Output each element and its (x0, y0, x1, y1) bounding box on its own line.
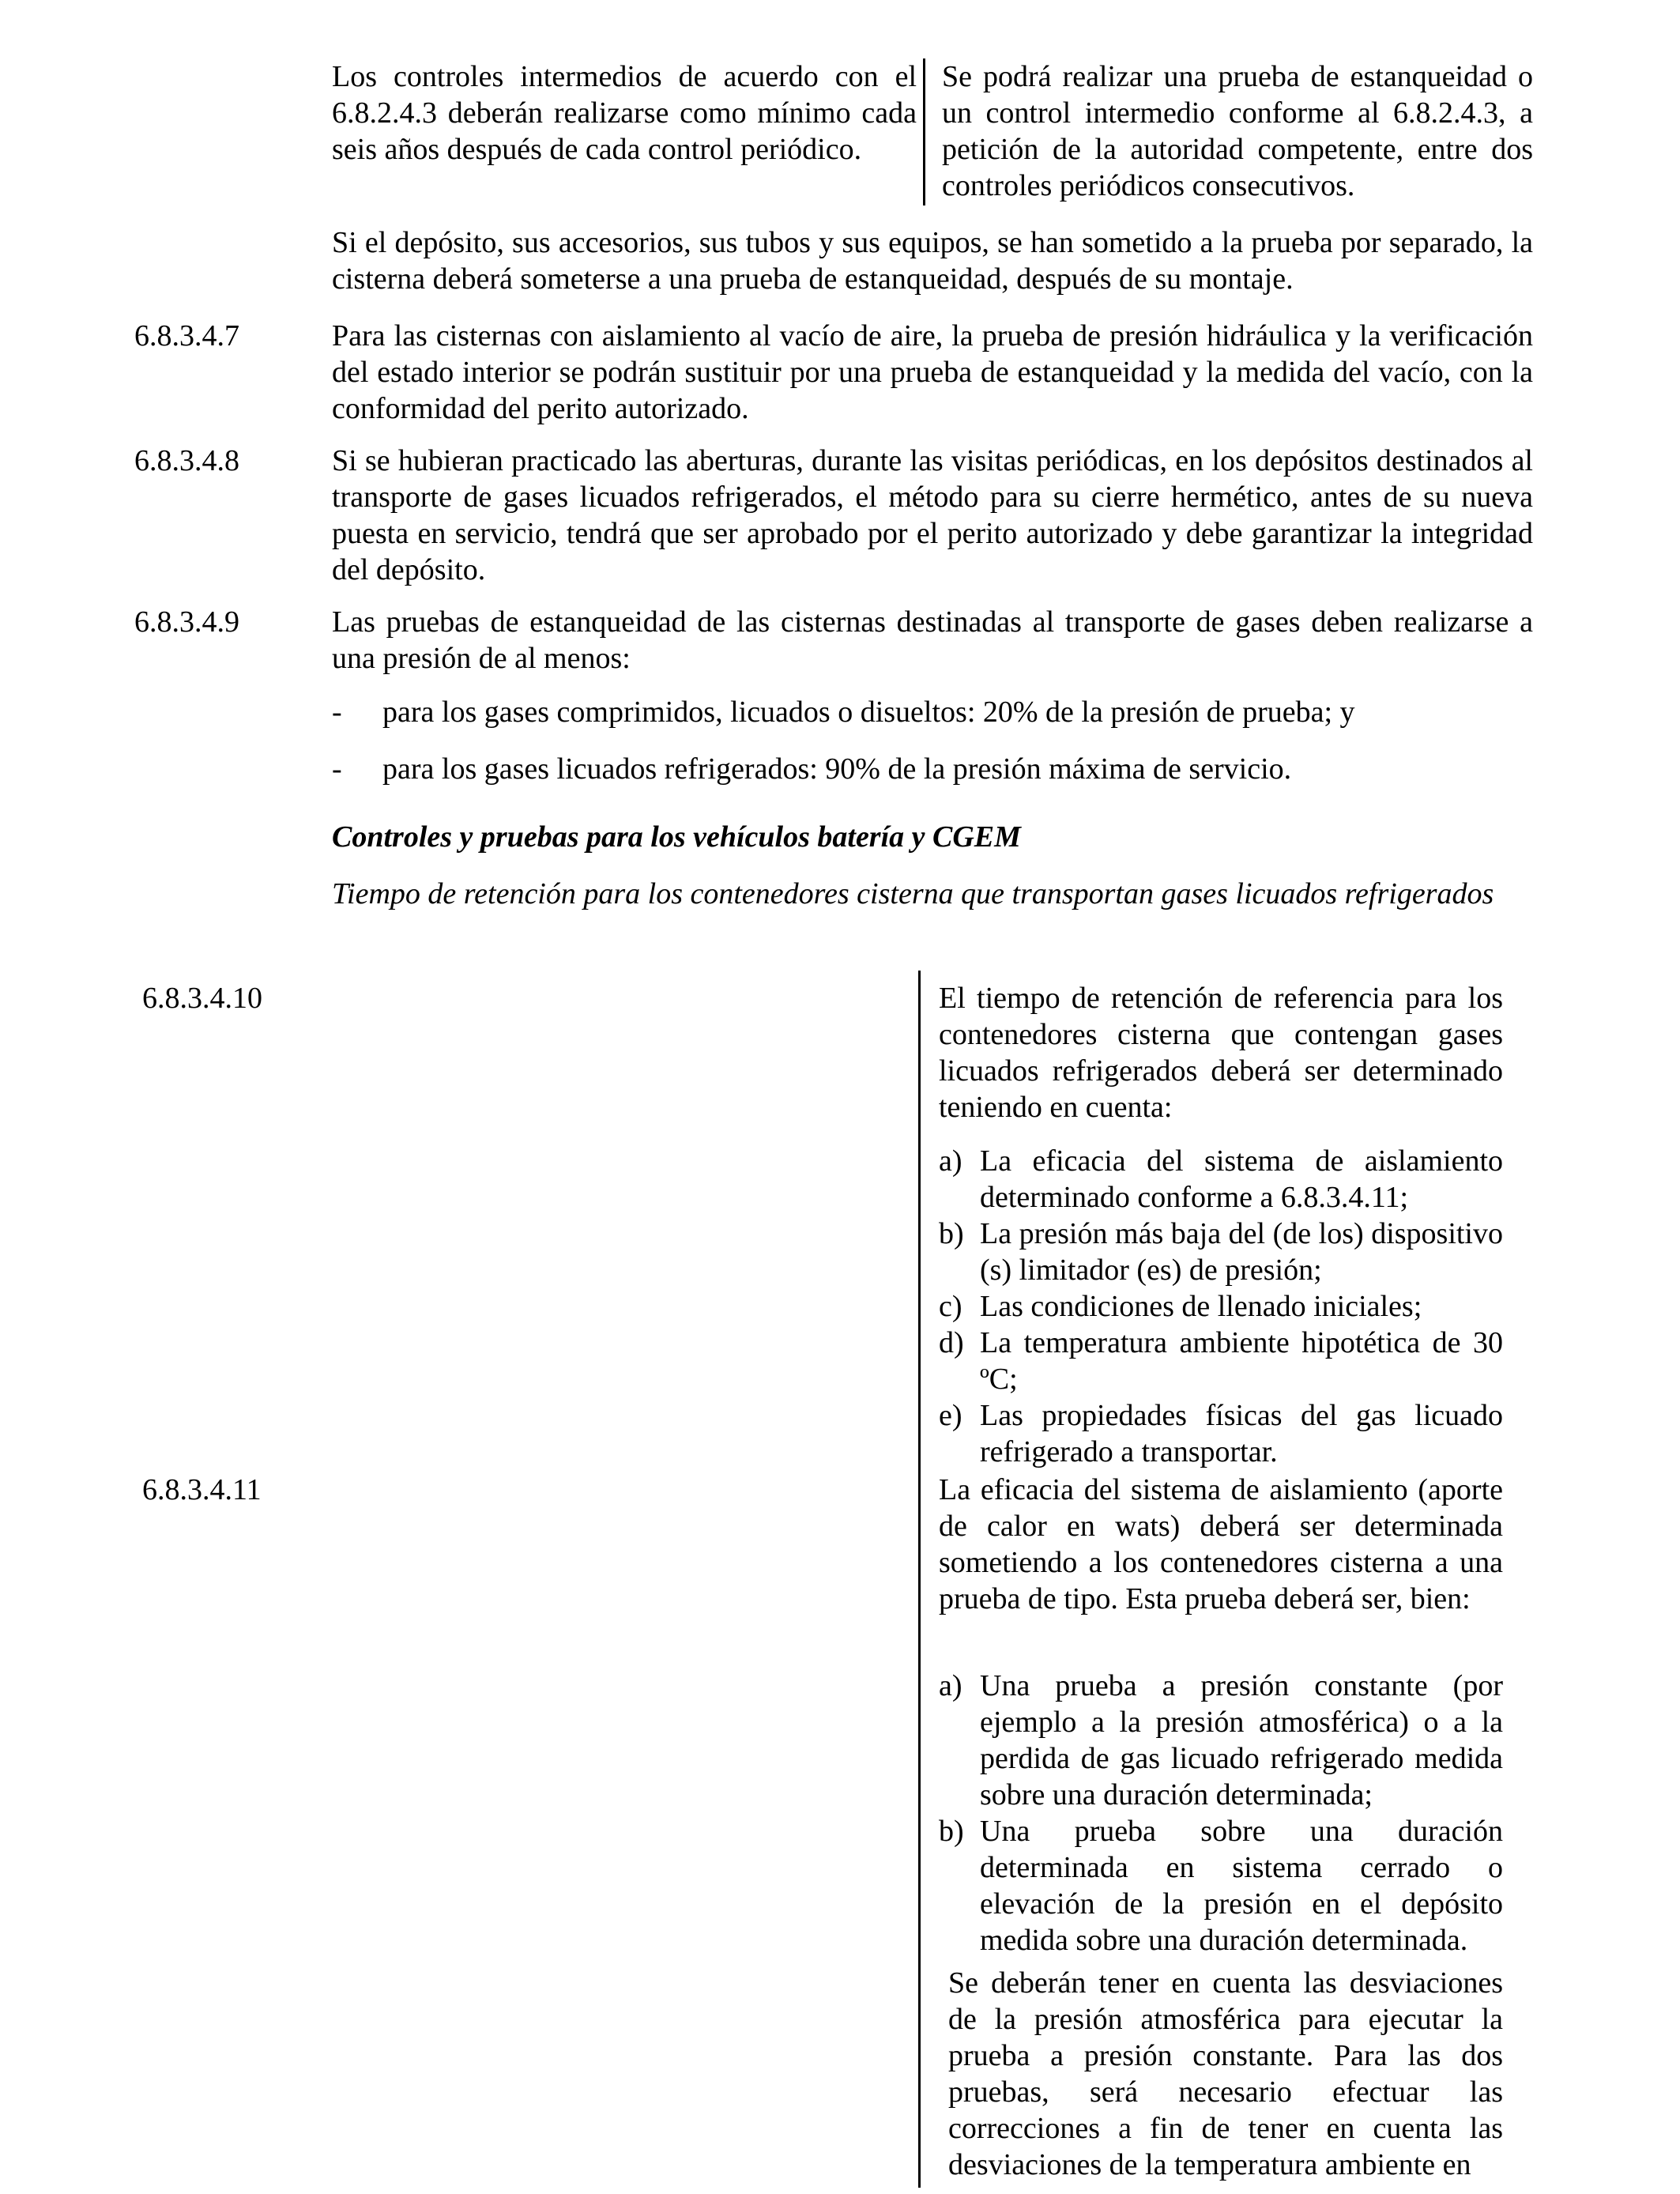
column-divider-top (923, 58, 925, 205)
section-heading-bold: Controles y pruebas para los vehículos batería y CGEM (332, 820, 1021, 854)
list-item-text: La temperatura ambiente hipotética de 30 ºC; (980, 1326, 1503, 1396)
dash-marker: - (332, 752, 342, 786)
list-item-label: d) (939, 1326, 964, 1359)
top-left-column-text: Los controles intermedios de acuerdo con el 6.8.2.4.3 deberán realizarse como mínimo cada seis años después de cada control periódico. (332, 60, 917, 166)
list-item-label: b) (939, 1217, 964, 1250)
bullet-text: para los gases licuados refrigerados: 90% de la presión máxima de servicio. (382, 752, 1292, 786)
assembly-paragraph: Si el depósito, sus accesorios, sus tubos y sus equipos, se han sometido a la prueba por separado, la cisterna deberá someterse a una prueba de estanqueidad, después de su montaje. (332, 226, 1533, 296)
section-number-6-8-3-4-10: 6.8.3.4.10 (142, 982, 262, 1015)
list-item-text: Las condiciones de llenado iniciales; (980, 1290, 1422, 1323)
dash-marker: - (332, 696, 342, 729)
section-number-6-8-3-4-9: 6.8.3.4.9 (134, 605, 239, 639)
section-closing-6-8-3-4-11: Se deberán tener en cuenta las desviaciones de la presión atmosférica para ejecutar la prueba a presión constante. Para las dos pruebas, será necesario efectuar las correcciones a fin de tener en cuenta las desviaciones de la temperatura ambiente en (948, 1966, 1503, 2181)
list-item-label: e) (939, 1399, 962, 1432)
section-number-6-8-3-4-8: 6.8.3.4.8 (134, 444, 239, 477)
section-text-6-8-3-4-7: Para las cisternas con aislamiento al vacío de aire, la prueba de presión hidráulica y la verificación del estado interior se podrán sustituir por una prueba de estanqueidad y la medida del vacío, con la conformidad del perito autorizado. (332, 319, 1533, 425)
section-intro-6-8-3-4-11: La eficacia del sistema de aislamiento (aporte de calor en wats) deberá ser determinada sometiendo a los contenedores cisterna a una prueba de tipo. Esta prueba deberá ser, bien: (939, 1473, 1503, 1615)
list-item-text: Una prueba a presión constante (por ejemplo a la presión atmosférica) o a la perdida de gas licuado refrigerado medida sobre una duración determinada; (980, 1669, 1503, 1811)
section-text-6-8-3-4-8: Si se hubieran practicado las aberturas, durante las visitas periódicas, en los depósitos destinados al transporte de gases licuados refrigerados, el método para su cierre hermético, antes de su nueva puesta en servicio, tendrá que ser aprobado por el perito autorizado y debe garantizar la integridad del depósito. (332, 444, 1533, 586)
list-item-label: c) (939, 1290, 962, 1323)
top-two-column-block (332, 58, 1533, 205)
section-heading-italic: Tiempo de retención para los contenedores cisterna que transportan gases licuados refrigerados (332, 877, 1494, 910)
top-right-column-text: Se podrá realizar una prueba de estanqueidad o un control intermedio conforme al 6.8.2.4.3, a petición de la autoridad competente, entre dos controles periódicos consecutivos. (942, 60, 1533, 202)
list-item-label: a) (939, 1144, 962, 1178)
section-number-6-8-3-4-11: 6.8.3.4.11 (142, 1473, 262, 1506)
list-item-text: La presión más baja del (de los) dispositivo (s) limitador (es) de presión; (980, 1217, 1503, 1287)
list-item-text: Las propiedades físicas del gas licuado refrigerado a transportar. (980, 1399, 1503, 1468)
section-intro-6-8-3-4-10: El tiempo de retención de referencia para los contenedores cisterna que contengan gases licuados refrigerados deberá ser determinado teniendo en cuenta: (939, 982, 1503, 1124)
column-divider-lower (918, 971, 921, 2188)
list-item-text: Una prueba sobre una duración determinada en sistema cerrado o elevación de la presión en el depósito medida sobre una duración determinada. (980, 1815, 1503, 1957)
list-item-text: La eficacia del sistema de aislamiento determinado conforme a 6.8.3.4.11; (980, 1144, 1503, 1214)
bullet-text: para los gases comprimidos, licuados o disueltos: 20% de la presión de prueba; y (382, 696, 1355, 729)
section-number-6-8-3-4-7: 6.8.3.4.7 (134, 319, 239, 352)
section-text-6-8-3-4-9: Las pruebas de estanqueidad de las cisternas destinadas al transporte de gases deben realizarse a una presión de al menos: (332, 605, 1533, 675)
list-item-label: a) (939, 1669, 962, 1702)
list-item-label: b) (939, 1815, 964, 1848)
